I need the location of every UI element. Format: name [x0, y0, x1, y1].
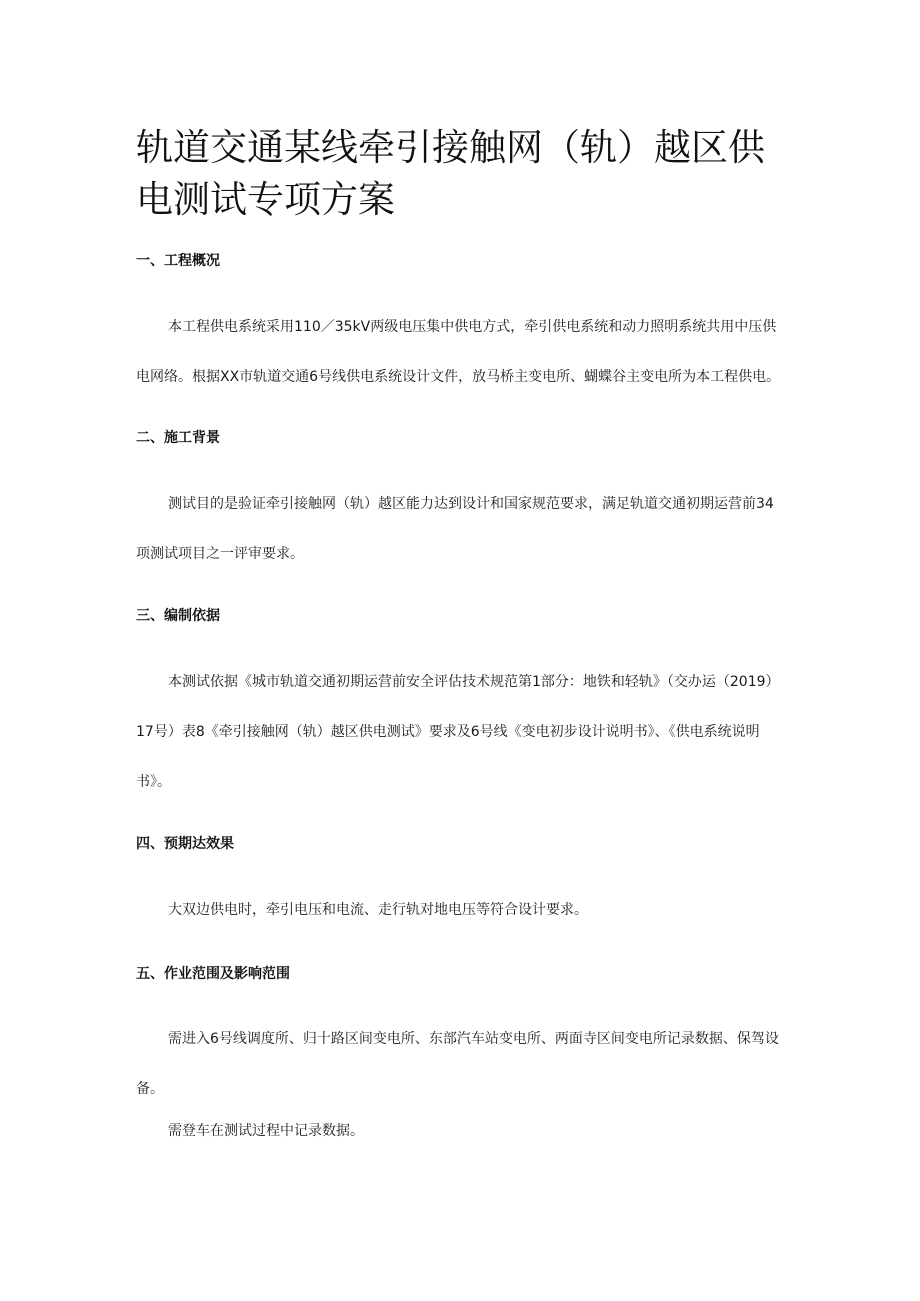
section-paragraph-scope-1: 需进入6号线调度所、归十路区间变电所、东部汽车站变电所、两面寺区间变电所记录数据、保驾设备。: [136, 1031, 779, 1097]
section-paragraph-expected-effect: 大双边供电时，牵引电压和电流、走行轨对地电压等符合设计要求。: [168, 902, 588, 918]
section-heading-overview: 一、工程概况: [136, 253, 220, 269]
section-heading-expected-effect: 四、预期达效果: [136, 836, 234, 852]
section-heading-scope: 五、作业范围及影响范围: [136, 966, 290, 982]
section-paragraph-background: 测试目的是验证牵引接触网（轨）越区能力达到设计和国家规范要求，满足轨道交通初期运营前34项测试项目之一评审要求。: [136, 496, 774, 562]
section-heading-background: 二、施工背景: [136, 430, 220, 446]
document-title: 轨道交通某线牵引接触网（轨）越区供电测试专项方案: [136, 126, 765, 221]
section-heading-basis: 三、编制依据: [136, 608, 220, 624]
section-paragraph-overview: 本工程供电系统采用110／35kV两级电压集中供电方式，牵引供电系统和动力照明系统共用中压供电网络。根据XX市轨道交通6号线供电系统设计文件，放马桥主变电所、蝴蝶谷主变电所为本工程供电。: [136, 319, 781, 385]
section-paragraph-scope-2: 需登车在测试过程中记录数据。: [168, 1123, 364, 1139]
section-paragraph-basis: 本测试依据《城市轨道交通初期运营前安全评估技术规范第1部分：地铁和轻轨》（交办运（2019）17号）表8《牵引接触网（轨）越区供电测试》要求及6号线《变电初步设计说明书》、《供电系统说明书》。: [136, 674, 780, 790]
